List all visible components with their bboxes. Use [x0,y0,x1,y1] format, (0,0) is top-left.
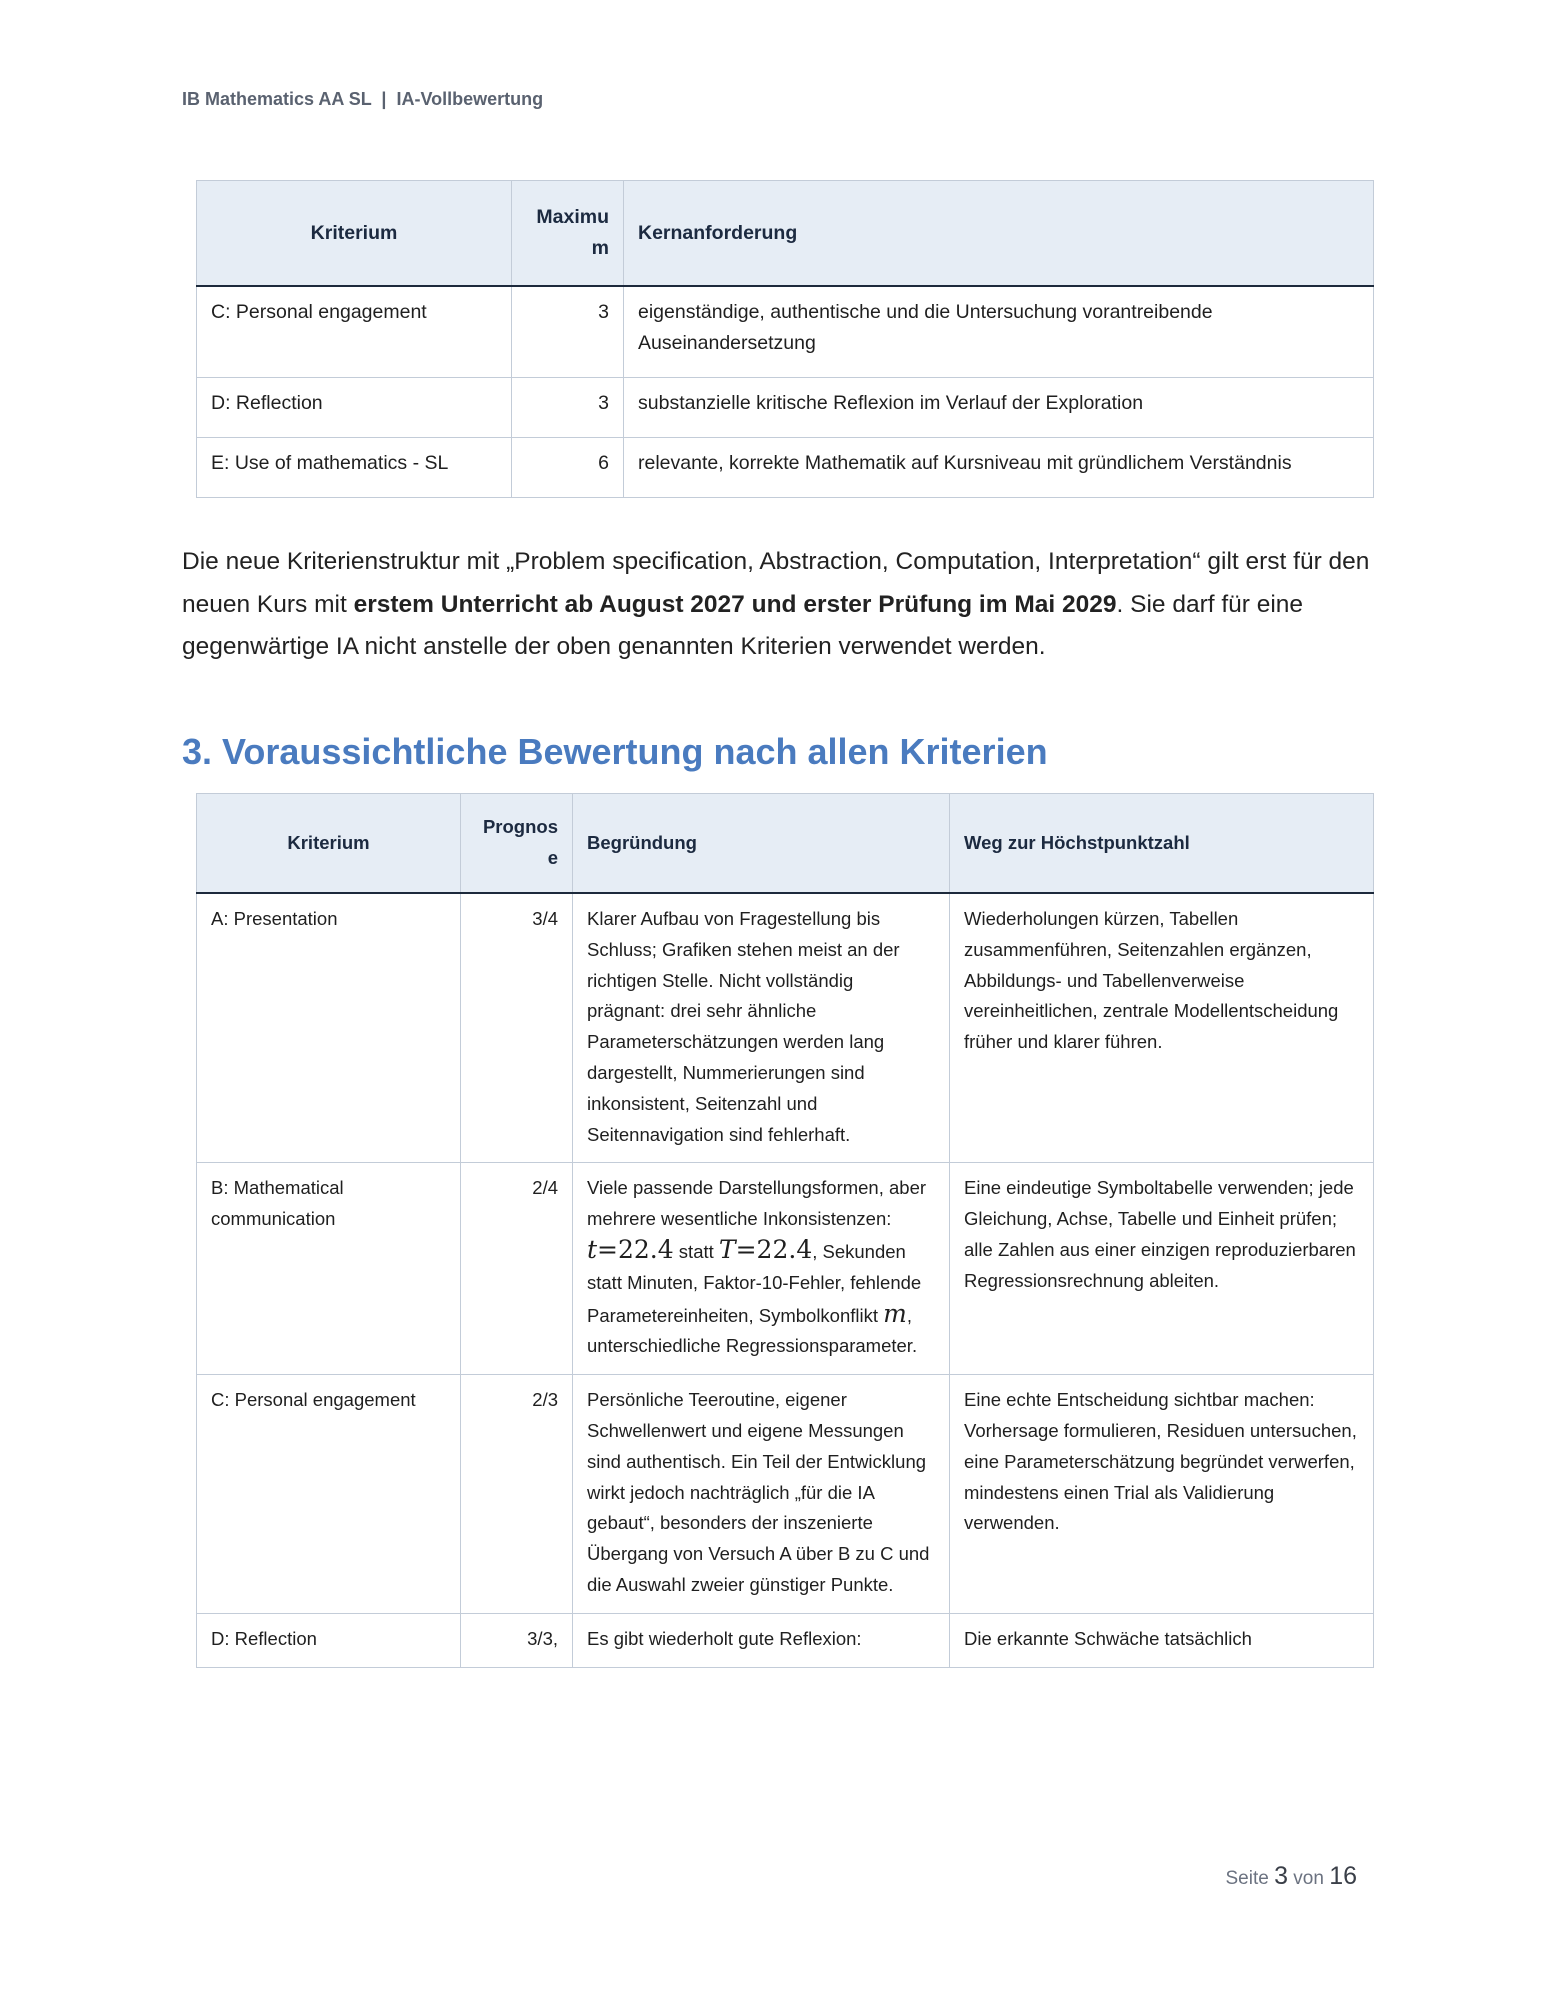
total-pages-number: 16 [1329,1862,1357,1890]
table-row [197,893,1374,1163]
table-row [197,378,1374,438]
footer-page-word: Seite [1225,1868,1269,1889]
requirement-cell: eigenständige, authentische und die Untersuchung vorantreibende Auseinandersetzung [624,286,1374,378]
criteria-requirements-table [196,180,1374,498]
reason-cell: Klarer Aufbau von Fragestellung bis Schluss; Grafiken stehen meist an der richtigen Stelle. Nicht vollständig prägnant: drei sehr ähnliche Parameterschätzungen werden lang dargestellt, Nummerierungen sind inkonsistent, Seitenzahl und Seitennavigation sind fehlerhaft. [573,893,950,1163]
table-row [197,1163,1374,1375]
column-header-criterion: Kriterium [197,794,461,894]
current-page-number: 3 [1274,1862,1288,1890]
reason-cell [573,1163,950,1375]
maximum-cell: 3 [512,378,624,438]
reason-text: Viele passende Darstellungsformen, aber mehrere wesentliche Inkonsistenzen: [587,1177,927,1230]
forecast-assessment-table [196,793,1374,1668]
maximum-cell: 3 [512,286,624,378]
math-value: =22.4 [597,1234,674,1264]
paragraph-bold-text: erstem Unterricht ab August 2027 und erster Prüfung im Mai 2029 [353,590,1117,618]
maximum-cell: 6 [512,438,624,498]
table-row [197,286,1374,378]
math-value: =22.4 [735,1234,813,1264]
criterion-cell: E: Use of mathematics - SL [197,438,512,498]
criterion-cell: D: Reflection [197,378,512,438]
table-row [197,438,1374,498]
column-header-forecast: Prognos e [461,794,573,894]
footer-of-word: von [1293,1868,1324,1889]
criterion-cell: C: Personal engagement [197,1375,461,1614]
paragraph-text: Die neue Kriterienstruktur mit „Problem specification, Abstraction, Computation, Interpretation“ gilt erst für den neuen Kurs mit [182,548,1370,618]
course-name: IB Mathematics AA SL [182,89,372,109]
path-cell: Eine echte Entscheidung sichtbar machen: Vorhersage formulieren, Residuen untersuchen, eine Parameterschätzung begründet verwerfen, mindestens einen Trial als Validierung verwenden. [950,1375,1374,1614]
reason-text: , unterschiedliche Regressionsparameter. [587,1304,918,1357]
forecast-cell: 3/3, [461,1613,573,1667]
table-header-row [197,181,1374,287]
column-header-criterion: Kriterium [197,181,512,287]
math-variable: m [883,1298,907,1328]
reason-text: , Sekunden statt Minuten, Faktor-10-Fehler, fehlende Parametereinheiten, Symbolkonflikt [587,1240,922,1326]
column-header-path: Weg zur Höchstpunktzahl [950,794,1374,894]
column-header-maximum: Maximu m [512,181,624,287]
section-heading: 3. Voraussichtliche Bewertung nach allen Kriterien [182,731,1048,772]
math-t-equation [587,1235,674,1264]
criterion-cell: C: Personal engagement [197,286,512,378]
table-row [197,1613,1374,1667]
requirement-cell: substanzielle kritische Reflexion im Verlauf der Exploration [624,378,1374,438]
header-separator: | [381,89,387,109]
math-T-equation [719,1235,812,1264]
table-header-row [197,794,1374,894]
paragraph-text-end: . Sie darf für eine gegenwärtige IA nicht anstelle der oben genannten Kriterien verwendet werden. [182,590,1304,660]
forecast-cell: 2/4 [461,1163,573,1375]
math-variable: t [587,1234,598,1264]
reason-cell: Persönliche Teeroutine, eigener Schwellenwert und eigene Messungen sind authentisch. Ein Teil der Entwicklung wirkt jedoch nachträglich „für die IA gebaut“, besonders der inszenierte Übergang von Versuch A über B zu C und die Auswahl zweier günstiger Punkte. [573,1375,950,1614]
criterion-cell: A: Presentation [197,893,461,1163]
page-footer [1225,1862,1357,1891]
column-header-requirement: Kernanforderung [624,181,1374,287]
reason-cell: Es gibt wiederholt gute Reflexion: [573,1613,950,1667]
running-header [182,89,543,110]
forecast-cell: 3/4 [461,893,573,1163]
requirement-cell: relevante, korrekte Mathematik auf Kursniveau mit gründlichem Verständnis [624,438,1374,498]
math-variable: T [718,1234,736,1264]
table-row [197,1375,1374,1614]
reason-text: statt [673,1240,719,1262]
math-m-symbol [883,1299,907,1328]
body-paragraph [182,541,1382,669]
criterion-cell: B: Mathematical communication [197,1163,461,1375]
path-cell: Wiederholungen kürzen, Tabellen zusammenführen, Seitenzahlen ergänzen, Abbildungs- und Tabellenverweise vereinheitlichen, zentrale Modellentscheidung früher und klarer führen. [950,893,1374,1163]
path-cell: Eine eindeutige Symboltabelle verwenden; jede Gleichung, Achse, Tabelle und Einheit prüfen; alle Zahlen aus einer einzigen reproduzierbaren Regressionsrechnung ableiten. [950,1163,1374,1375]
criterion-cell: D: Reflection [197,1613,461,1667]
document-title: IA-Vollbewertung [396,89,544,109]
path-cell: Die erkannte Schwäche tatsächlich [950,1613,1374,1667]
column-header-reason: Begründung [573,794,950,894]
forecast-cell: 2/3 [461,1375,573,1614]
